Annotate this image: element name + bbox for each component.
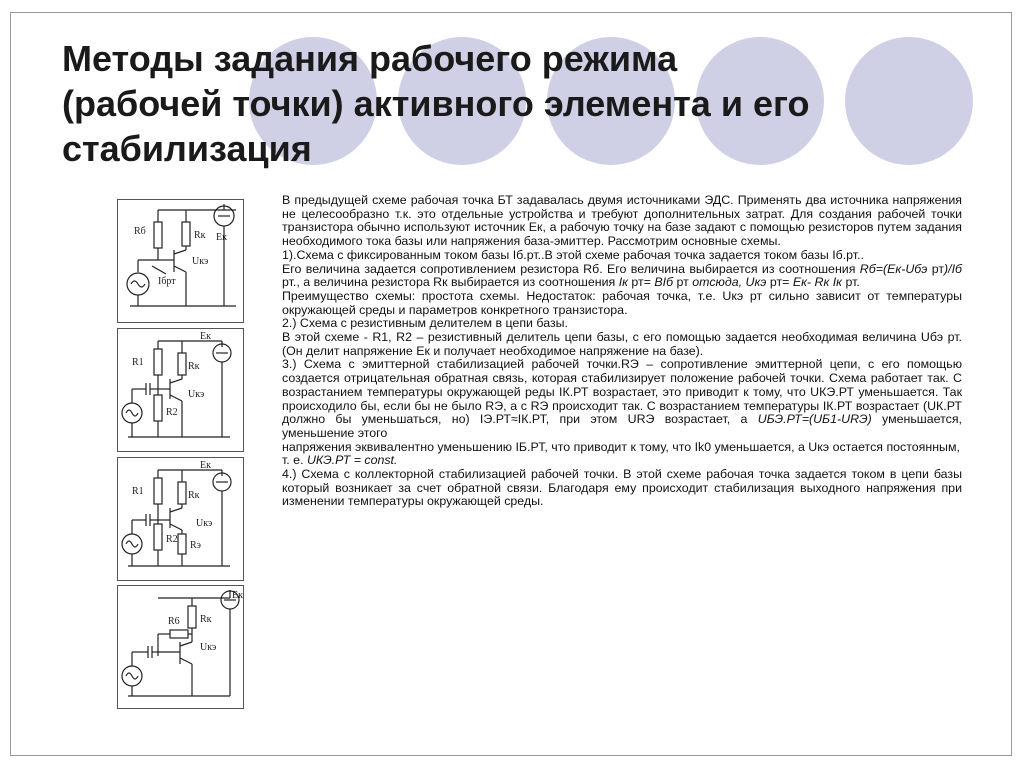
paragraph-scheme-1: 1).Схема с фиксированным током базы Iб.рт..В этой схеме рабочая точка задается током базы Iб.рт.. bbox=[282, 247, 864, 262]
label-r6: R6 bbox=[168, 616, 180, 627]
body-text bbox=[282, 194, 962, 509]
label-rk: Rк bbox=[194, 230, 206, 241]
paragraph-scheme-2: 2.) Схема с резистивным делителем в цепи базы. bbox=[282, 316, 568, 331]
paragraph-intro: В предыдущей схеме рабочая точка БТ задавалась двумя источниками ЭДС. Применять два источника напряжения не целесообразно т.к. это отдельные устройства и требуют дополнительных затрат. Для создания рабочей точки транзистора обычно используют источник Ек, а рабочую точку на базе задают с помощью резисторов путем задания необходимого тока базы или напряжения база-эмиттер. Рассмотрим основные схемы. bbox=[282, 193, 962, 249]
label-uke: Uкэ bbox=[192, 256, 209, 267]
page-title bbox=[62, 36, 962, 171]
label-rb: Rб bbox=[134, 226, 146, 237]
circuit-diagram-emitter-stabilization bbox=[117, 457, 244, 581]
paragraph-scheme-3: 3.) Схема с эмиттерной стабилизацией рабочей точки.RЭ – сопротивление эмиттерной цепи, с его помощью создается отрицательная обратная связь, которая стабилизирует положение рабочей точки. Схема работает так. С возрастанием температуры окружающей реды IК.РТ возрастает, это приводит к тому, что UКЭ.РТ уменьшается. Так происходило бы, если бы не было RЭ, а с RЭ происходит так. С возрастанием температуры IК.РТ возрастает (UК.РТ должно бы уменьшаться, но) IЭ.РТ≈IК.РТ, при этом URЭ возрастает, а UБЭ.РТ=(UБ1-URЭ) уменьшается, уменьшение этого bbox=[282, 357, 962, 440]
label-rk: Rк bbox=[188, 361, 200, 372]
label-uke: Uкэ bbox=[188, 389, 205, 400]
label-r2: R2 bbox=[166, 534, 178, 545]
label-rk: Rк bbox=[200, 614, 212, 625]
paragraph-scheme-3-cont: напряжения эквивалентно уменьшению IБ.РТ, что приводит к тому, что Ik0 уменьшается, а Uкэ остается постоянным, т. е. UКЭ.РТ = const. bbox=[282, 439, 960, 468]
label-rk: Rк bbox=[188, 490, 200, 501]
paragraph-scheme-4: 4.) Схема с коллекторной стабилизацией рабочей точки. В этой схеме рабочая точка задается током в цепи базы который возникает за счет обратной связи. Благодаря ему происходит стабилизация выходного напряжения при изменении температуры окружающей среды. bbox=[282, 467, 962, 509]
label-uke: Uкэ bbox=[200, 642, 217, 653]
circuit-diagram-collector-stabilization bbox=[117, 585, 244, 709]
title-line: Методы задания рабочего режима bbox=[62, 38, 678, 79]
label-re: Rэ bbox=[190, 540, 201, 551]
circuit-diagram-resistive-divider bbox=[117, 328, 244, 452]
label-ek: Eк bbox=[200, 460, 211, 471]
label-ek: Eк bbox=[216, 232, 227, 243]
label-uke: Uкэ bbox=[196, 518, 213, 529]
label-r1: R1 bbox=[132, 357, 144, 368]
paragraph-pros-cons: Преимущество схемы: простота схемы. Недостаток: рабочая точка, т.е. Uкэ рт сильно зависит от температуры окружающей среды и параметров конкретного транзистора. bbox=[282, 288, 962, 317]
label-ek: Eк bbox=[200, 331, 211, 342]
label-r1: R1 bbox=[132, 486, 144, 497]
circuit-diagram-fixed-base-current bbox=[117, 199, 244, 323]
label-r2: R2 bbox=[166, 407, 178, 418]
paragraph-scheme-2-desc: В этой схеме - R1, R2 – резистивный делитель цепи базы, с его помощью задается необходимая величина Uбэ рт. (Он делит напряжение Ек и получает необходимое напряжение на базе). bbox=[282, 330, 962, 358]
label-ibrt: Iбрт bbox=[158, 276, 176, 287]
paragraph-scheme-1-formulas: Его величина задается сопротивлением резистора Rб. Его величина выбирается из соотношения Rб=(Ек-Uбэ рт)/Iб рт., а величина резистора Rк выбирается из соотношения Iк рт= ВIб рт отсюда, Uкэ рт= Ек- Rк Iк рт. bbox=[282, 261, 962, 290]
title-line: (рабочей точки) активного элемента и его bbox=[62, 83, 810, 124]
title-line: стабилизация bbox=[62, 128, 312, 169]
label-ek: Eк bbox=[232, 590, 243, 601]
